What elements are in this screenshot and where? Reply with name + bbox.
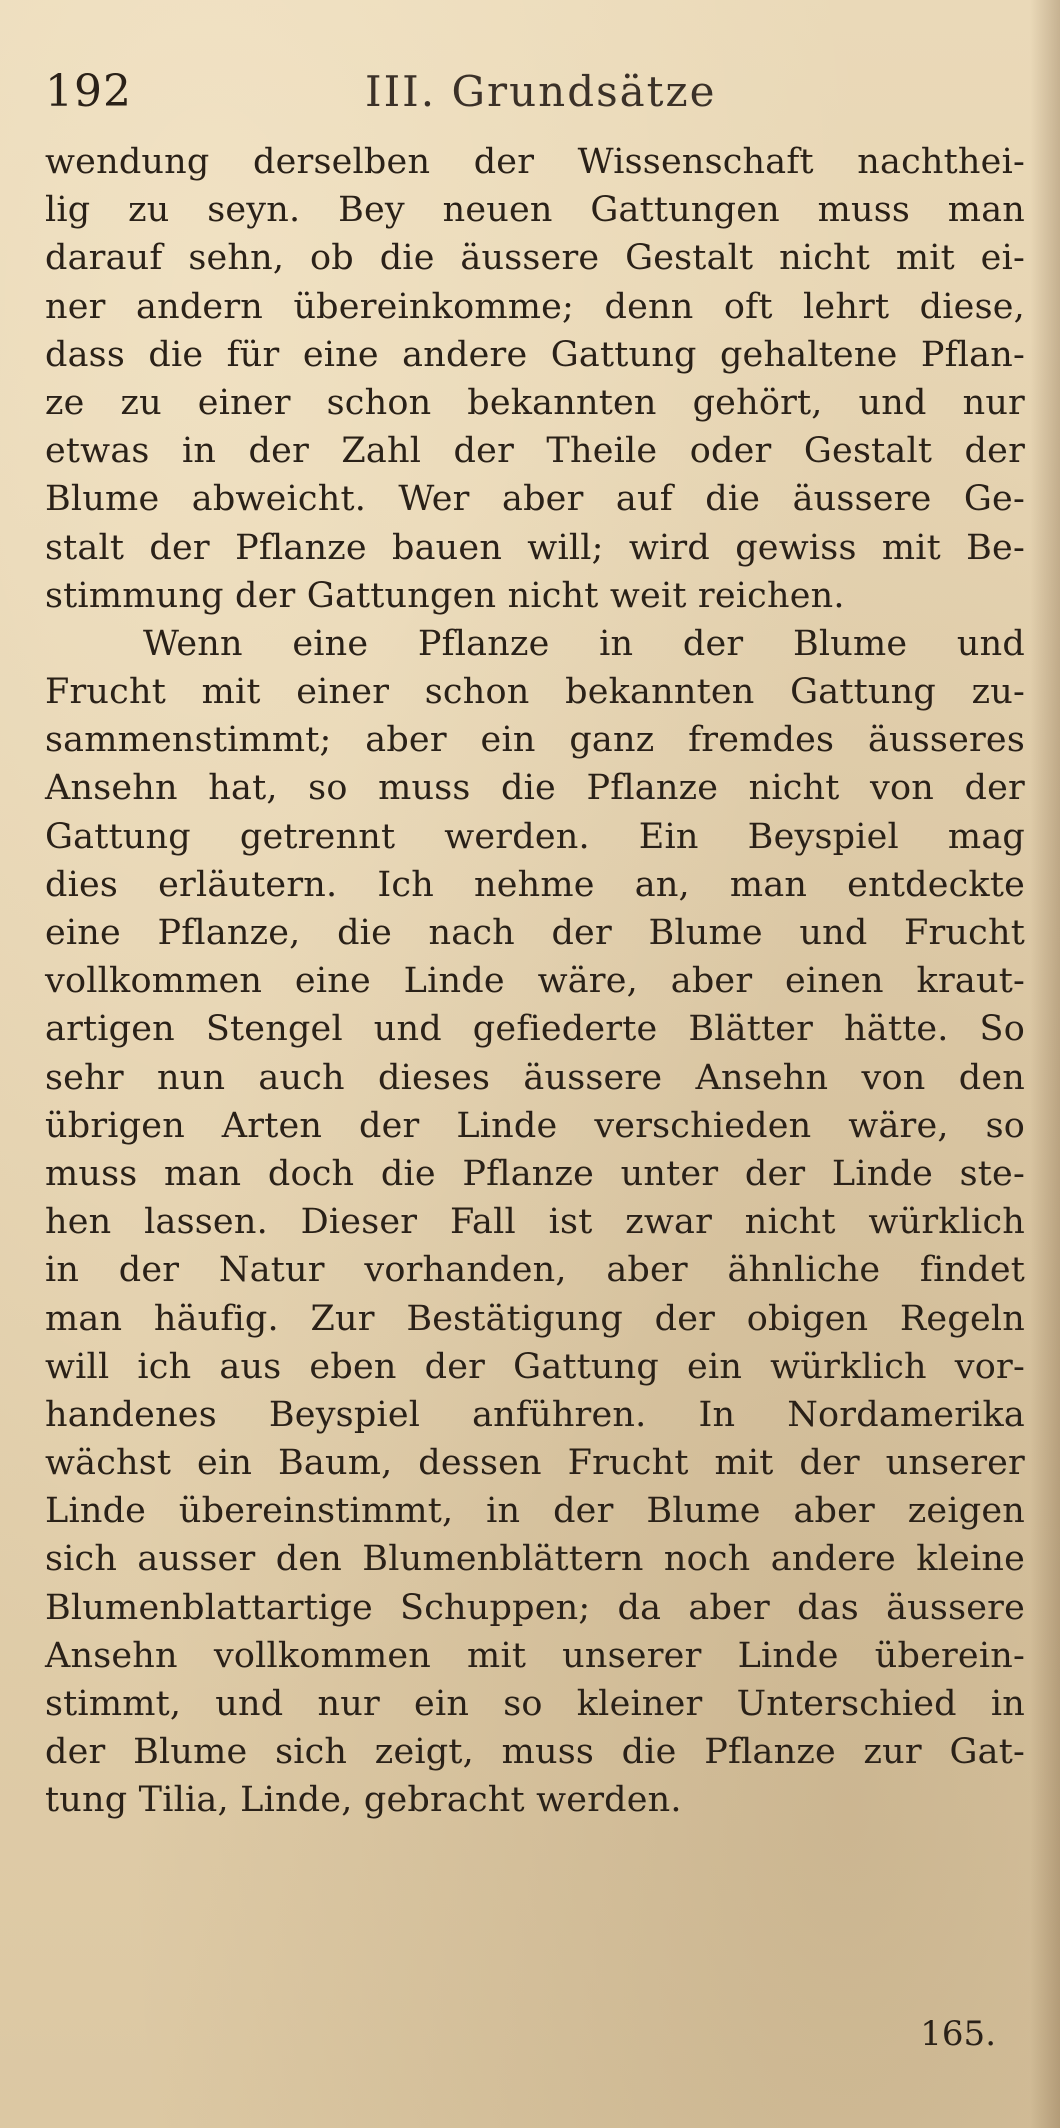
text-line: Ansehn hat, so muss die Pflanze nicht von der <box>45 768 1025 809</box>
text-line: dass die für eine andere Gattung gehaltene Pflan- <box>45 334 1025 375</box>
running-head: III. Grundsätze <box>365 67 717 116</box>
text-line: Blumenblattartige Schuppen; da aber das äussere <box>45 1587 1025 1628</box>
text-line: vollkommen eine Linde wäre, aber einen kraut- <box>45 961 1025 1002</box>
text-line: in der Natur vorhanden, aber ähnliche findet <box>45 1250 1025 1291</box>
catchword: 165. <box>920 2014 996 2054</box>
text-line: Frucht mit einer schon bekannten Gattung zu- <box>45 672 1025 713</box>
paragraph-start-line: Wenn eine Pflanze in der Blume und <box>143 623 1025 664</box>
text-line: Linde übereinstimmt, in der Blume aber zeigen <box>45 1491 1025 1532</box>
text-line: eine Pflanze, die nach der Blume und Frucht <box>45 913 1025 953</box>
text-line: muss man doch die Pflanze unter der Linde ste- <box>45 1153 1025 1194</box>
text-line: wächst ein Baum, dessen Frucht mit der unserer <box>45 1443 1025 1484</box>
text-line: darauf sehn, ob die äussere Gestalt nicht mit ei- <box>45 238 1025 279</box>
text-line: etwas in der Zahl der Theile oder Gestalt der <box>45 431 1025 472</box>
text-line: stimmung der Gattungen nicht weit reichen. <box>45 575 845 616</box>
text-line: tung Tilia, Linde, gebracht werden. <box>45 1780 682 1821</box>
text-line: dies erläutern. Ich nehme an, man entdeckte <box>45 864 1025 905</box>
body-text <box>45 138 1025 1825</box>
text-line: sammenstimmt; aber ein ganz fremdes äusseres <box>45 720 1025 761</box>
text-line: übrigen Arten der Linde verschieden wäre, so <box>45 1105 1025 1146</box>
text-line: handenes Beyspiel anführen. In Nordamerika <box>45 1394 1025 1435</box>
page-header <box>45 62 1025 132</box>
text-line: stalt der Pflanze bauen will; wird gewiss mit Be- <box>45 527 1025 568</box>
text-line: lig zu seyn. Bey neuen Gattungen muss man <box>45 190 1025 231</box>
text-line: Gattung getrennt werden. Ein Beyspiel mag <box>45 816 1025 857</box>
text-line: der Blume sich zeigt, muss die Pflanze zur Gat- <box>45 1732 1025 1773</box>
text-line: Ansehn vollkommen mit unserer Linde überein- <box>45 1635 1025 1676</box>
text-line: ze zu einer schon bekannten gehört, und nur <box>45 382 1025 423</box>
text-line: will ich aus eben der Gattung ein würklich vor- <box>45 1346 1025 1387</box>
text-line: artigen Stengel und gefiederte Blätter hätte. So <box>45 1009 1025 1050</box>
page-number: 192 <box>45 66 132 117</box>
text-line: man häufig. Zur Bestätigung der obigen Regeln <box>45 1298 1025 1339</box>
text-line: sehr nun auch dieses äussere Ansehn von den <box>45 1057 1025 1098</box>
text-line: hen lassen. Dieser Fall ist zwar nicht würklich <box>45 1202 1025 1243</box>
text-line: stimmt, und nur ein so kleiner Unterschied in <box>45 1684 1025 1724</box>
text-line: sich ausser den Blumenblättern noch andere kleine <box>45 1539 1025 1580</box>
text-line: Blume abweicht. Wer aber auf die äussere Ge- <box>45 479 1025 520</box>
text-line: wendung derselben der Wissenschaft nachthei- <box>45 142 1025 182</box>
text-line: ner andern übereinkomme; denn oft lehrt diese, <box>45 286 1025 327</box>
page-edge-shadow <box>1030 0 1060 2128</box>
